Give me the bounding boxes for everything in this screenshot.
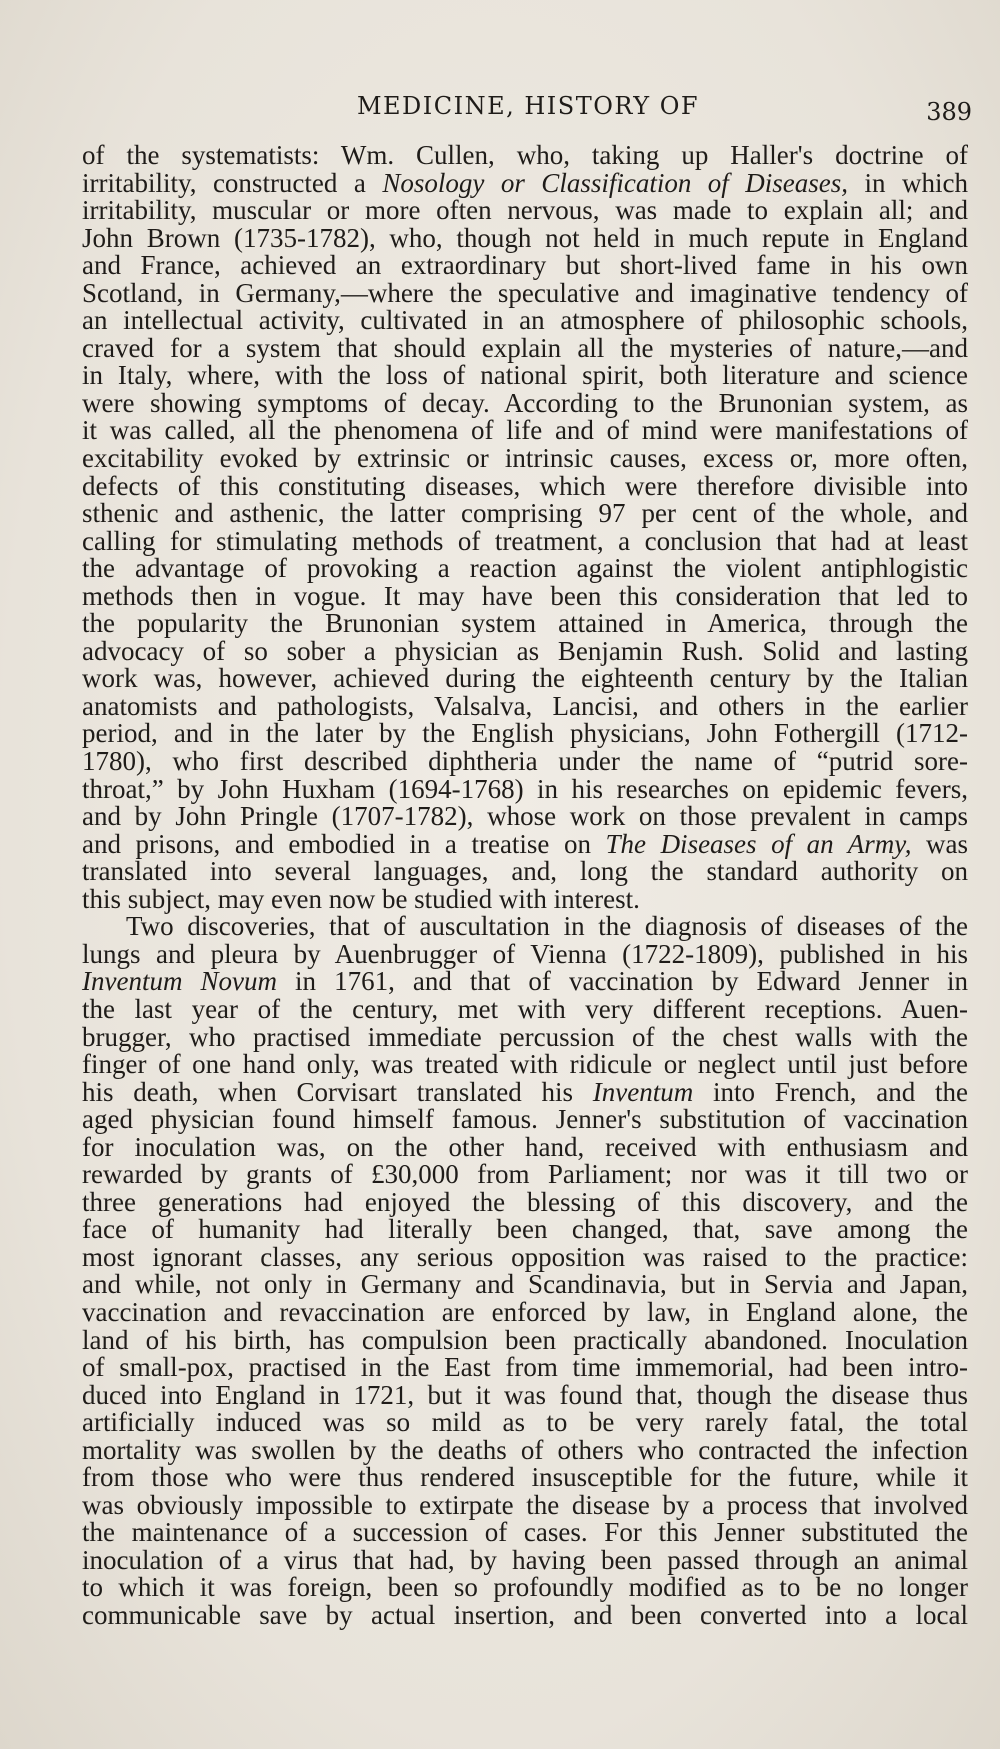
- text-line: [82, 252, 968, 280]
- body-text: [82, 142, 968, 1630]
- text-segment: sthenic and asthenic, the latter comprising 97 per cent of the whole, and: [82, 498, 968, 529]
- text-line: [82, 1489, 968, 1520]
- text-line: [82, 197, 968, 225]
- text-line: [82, 720, 968, 748]
- text-line: [82, 555, 968, 583]
- text-line: [82, 858, 968, 886]
- text-segment: most ignorant classes, any serious opposition was raised to the practice:: [82, 1241, 968, 1272]
- text-segment: John Brown (1735-1782), who, though not held in much repute in England: [82, 222, 968, 253]
- text-line: [82, 525, 968, 556]
- text-segment: this subject, may even now be studied with interest.: [82, 883, 640, 914]
- text-segment: face of humanity had literally been changed, that, save among the: [82, 1214, 968, 1245]
- italic-title-text: Inventum: [592, 1076, 694, 1107]
- text-line: [82, 332, 968, 363]
- italic-title-text: Inventum Novum: [82, 966, 277, 997]
- text-line: [82, 938, 968, 969]
- text-segment: defects of this constituting diseases, which were therefore divisible into: [82, 470, 968, 501]
- text-segment: and prisons, and embodied in a treatise on: [82, 828, 606, 859]
- text-segment: an intellectual activity, cultivated in an atmosphere of philosophic schools,: [82, 305, 968, 336]
- text-segment: advocacy of so sober a physician as Benjamin Rush. Solid and lasting: [82, 635, 968, 666]
- text-line: [82, 1271, 968, 1299]
- text-line: [82, 417, 968, 445]
- text-line: [82, 1186, 968, 1217]
- text-segment: 1780), who first described diphtheria under the name of “putrid sore-: [82, 746, 968, 777]
- text-line: [82, 1544, 968, 1575]
- text-segment: it was called, all the phenomena of life and of mind were manifestations of: [82, 415, 968, 446]
- text-segment: in 1761, and that of vaccination by Edward Jenner in: [277, 966, 968, 997]
- text-segment: were showing symptoms of decay. According to the Brunonian system, as: [82, 387, 968, 418]
- text-line: [82, 1519, 968, 1547]
- text-segment: anatomists and pathologists, Valsalva, Lancisi, and others in the earlier: [82, 690, 968, 721]
- text-line: [82, 610, 968, 638]
- text-line: [82, 1434, 968, 1465]
- text-line: [82, 362, 968, 390]
- text-segment: vaccination and revaccination are enforced by law, in England alone, the: [82, 1296, 968, 1327]
- text-segment: artificially induced was so mild as to be very rarely fatal, the total: [82, 1407, 968, 1438]
- text-line: [82, 142, 968, 170]
- text-segment: and by John Pringle (1707-1782), whose work on those prevalent in camps: [82, 801, 968, 832]
- text-line: [82, 913, 968, 941]
- text-line: [82, 580, 968, 611]
- italic-title-text: Nosology or Classification of Diseases,: [382, 167, 849, 198]
- page-number: 389: [926, 98, 972, 126]
- text-segment: the popularity the Brunonian system attained in America, through the: [82, 608, 968, 639]
- text-segment: finger of one hand only, was treated with ridicule or neglect until just before: [82, 1049, 968, 1080]
- text-line: [82, 167, 968, 198]
- text-segment: rewarded by grants of £30,000 from Parliament; nor was it till two or: [82, 1159, 968, 1190]
- text-line: [82, 445, 968, 473]
- text-line: [82, 828, 968, 859]
- text-line: [82, 883, 968, 914]
- text-segment: in Italy, where, with the loss of national spirit, both literature and science: [82, 360, 968, 391]
- text-segment: the advantage of provoking a reaction against the violent antiphlogistic: [82, 553, 968, 584]
- running-head: [0, 88, 1000, 128]
- text-segment: and while, not only in Germany and Scandinavia, but in Servia and Japan,: [82, 1269, 968, 1300]
- italic-title-text: The Diseases of an Army,: [605, 828, 912, 859]
- text-line: [82, 1051, 968, 1079]
- text-line: [82, 1161, 968, 1189]
- text-line: [82, 1131, 968, 1162]
- text-segment: throat,” by John Huxham (1694-1768) in his researches on epidemic fevers,: [82, 773, 968, 804]
- text-segment: period, and in the later by the English physicians, John Fothergill (1712-: [82, 718, 968, 749]
- text-line: [82, 307, 968, 335]
- text-segment: from those who were thus rendered insusceptible for the future, while it: [82, 1462, 968, 1493]
- text-line: [82, 1296, 968, 1327]
- text-segment: excitability evoked by extrinsic or intrinsic causes, excess or, more often,: [82, 443, 968, 474]
- text-line: [82, 1324, 968, 1355]
- text-segment: the maintenance of a succession of cases. For this Jenner substituted the: [82, 1517, 968, 1548]
- text-segment: irritability, constructed a: [82, 167, 383, 198]
- text-segment: mortality was swollen by the deaths of others who contracted the infection: [82, 1434, 968, 1465]
- text-line: [82, 1599, 968, 1630]
- text-line: [82, 773, 968, 804]
- text-line: [82, 470, 968, 501]
- text-line: [82, 665, 968, 693]
- text-line: [82, 635, 968, 666]
- text-segment: into French, and the: [693, 1076, 968, 1107]
- text-segment: his death, when Corvisart translated his: [82, 1076, 593, 1107]
- text-segment: the last year of the century, met with very different receptions. Auen-: [82, 993, 968, 1024]
- text-line: [82, 222, 968, 253]
- text-line: [82, 803, 968, 831]
- text-line: [82, 1106, 968, 1134]
- running-title: MEDICINE, HISTORY OF: [356, 92, 700, 120]
- text-segment: Scotland, in Germany,—where the speculative and imaginative tendency of: [82, 277, 968, 308]
- text-line: [82, 1076, 968, 1107]
- text-segment: lungs and pleura by Auenbrugger of Vienna (1722-1809), published in his: [82, 938, 968, 969]
- text-line: [82, 1464, 968, 1492]
- text-segment: was: [911, 828, 968, 859]
- text-line: [82, 1354, 968, 1382]
- text-segment: of the systematists: Wm. Cullen, who, taking up Haller's doctrine of: [82, 140, 968, 170]
- text-segment: duced into England in 1721, but it was found that, though the disease thus: [82, 1379, 968, 1410]
- text-segment: craved for a system that should explain all the mysteries of nature,—and: [82, 332, 968, 363]
- text-segment: aged physician found himself famous. Jenner's substitution of vaccination: [82, 1104, 968, 1135]
- text-segment: of small-pox, practised in the East from time immemorial, had been intro-: [82, 1352, 968, 1383]
- text-line: [82, 1216, 968, 1244]
- text-line: [82, 690, 968, 721]
- text-line: [82, 1409, 968, 1437]
- text-segment: methods then in vogue. It may have been this consideration that led to: [82, 580, 968, 611]
- text-segment: was obviously impossible to extirpate the disease by a process that involved: [82, 1489, 968, 1520]
- text-segment: and France, achieved an extraordinary but short-lived fame in his own: [82, 250, 968, 281]
- text-line: [82, 1379, 968, 1410]
- text-line: [82, 993, 968, 1024]
- text-segment: brugger, who practised immediate percussion of the chest walls with the: [82, 1021, 968, 1052]
- text-segment: to which it was foreign, been so profoundly modified as to be no longer: [82, 1572, 968, 1603]
- text-line: [82, 748, 968, 776]
- text-line: [82, 387, 968, 418]
- text-segment: three generations had enjoyed the blessing of this discovery, and the: [82, 1186, 968, 1217]
- text-segment: for inoculation was, on the other hand, received with enthusiasm and: [82, 1131, 968, 1162]
- text-segment: translated into several languages, and, long the standard authority on: [82, 856, 968, 887]
- text-line: [82, 1021, 968, 1052]
- text-segment: in which: [848, 167, 968, 198]
- text-segment: work was, however, achieved during the eighteenth century by the Italian: [82, 663, 968, 694]
- text-segment: communicable save by actual insertion, and been converted into a local: [82, 1599, 968, 1630]
- text-line: [82, 968, 968, 996]
- text-segment: inoculation of a virus that had, by having been passed through an animal: [82, 1544, 968, 1575]
- text-line: [82, 277, 968, 308]
- text-segment: Two discoveries, that of auscultation in the diagnosis of diseases of the: [126, 911, 968, 942]
- text-segment: calling for stimulating methods of treatment, a conclusion that had at least: [82, 525, 968, 556]
- text-segment: irritability, muscular or more often nervous, was made to explain all; and: [82, 195, 968, 226]
- text-line: [82, 1241, 968, 1272]
- text-segment: land of his birth, has compulsion been practically abandoned. Inoculation: [82, 1324, 968, 1355]
- text-line: [82, 500, 968, 528]
- text-line: [82, 1574, 968, 1602]
